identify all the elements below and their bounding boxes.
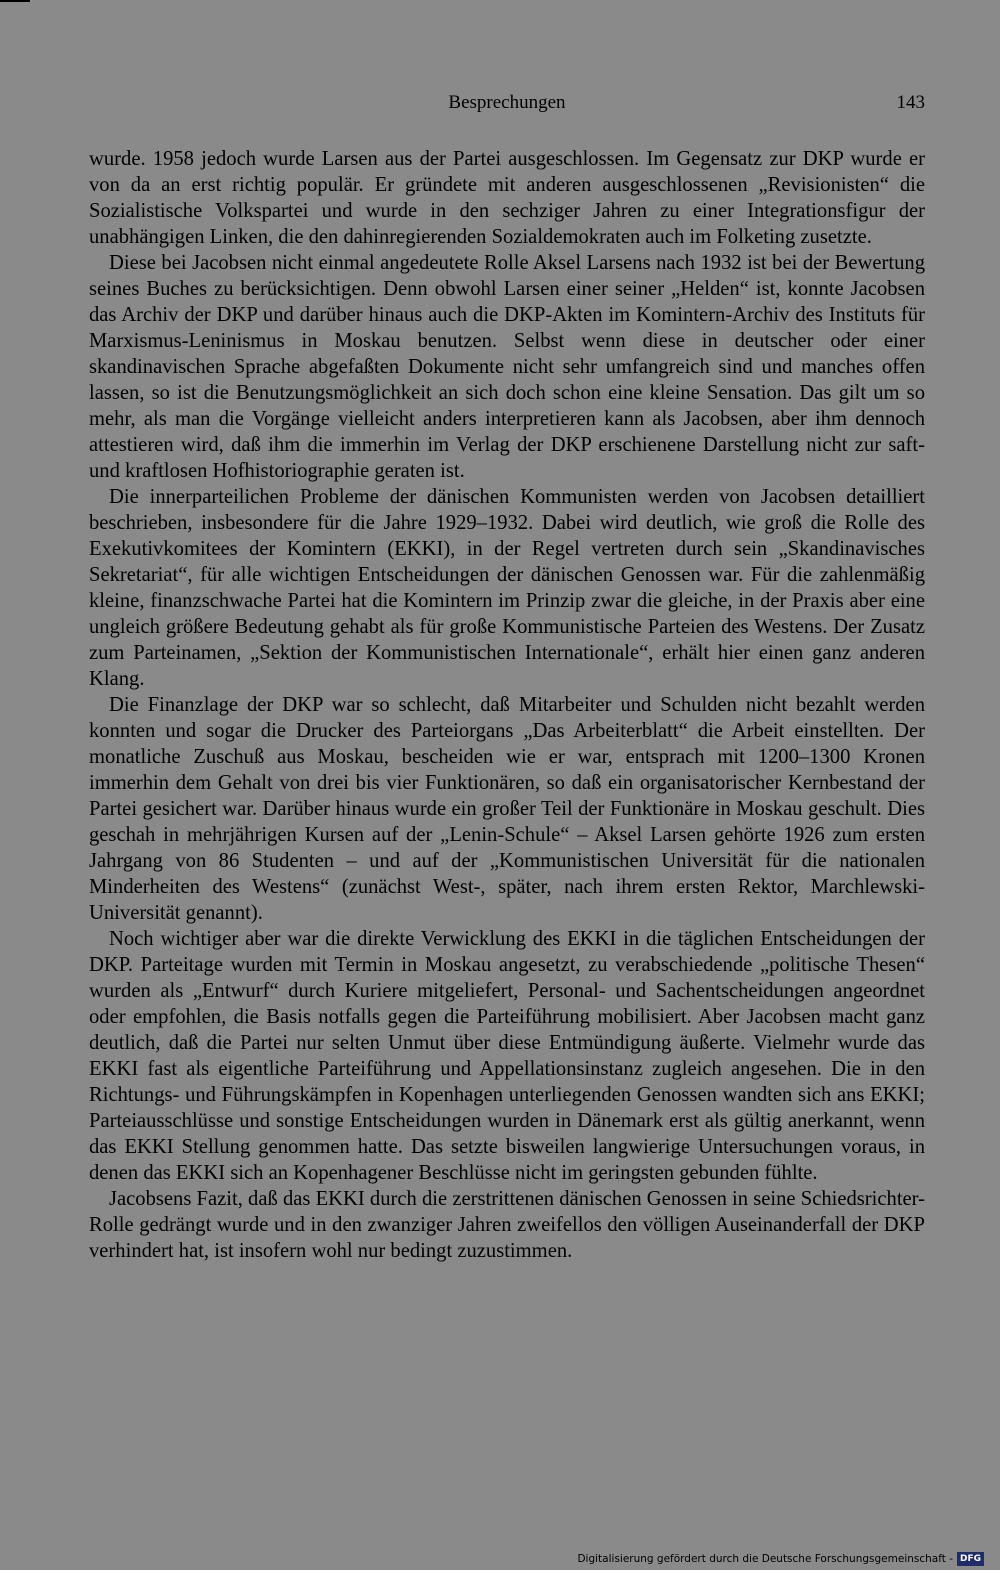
paragraph: Die innerparteilichen Probleme der dänischen Kommunisten werden von Jacobsen detailliert beschrieben, insbesondere für die Jahre 1929–1932. Dabei wird deutlich, wie groß die Rolle des Exekutivkomitees der Komintern (EKKI), in der Regel vertreten durch sein „Skandinavisches Sekretariat“, für alle wichtigen Entscheidungen der dänischen Genossen war. Für die zahlenmäßig kleine, finanzschwache Partei hat die Komintern im Prinzip zwar die gleiche, in der Praxis aber eine ungleich größere Bedeutung gehabt als für große Kommunistische Parteien des Westens. Der Zusatz zum Parteinamen, „Sektion der Kommunistischen Internationale“, erhält hier einen ganz anderen Klang. <box>89 486 925 690</box>
paragraph: Die Finanzlage der DKP war so schlecht, daß Mitarbeiter und Schulden nicht bezahlt werden konnten und sogar die Drucker des Parteiorgans „Das Arbeiterblatt“ die Arbeit einstellten. Der monatliche Zuschuß aus Moskau, bescheiden wie er war, entsprach mit 1200–1300 Kronen immerhin dem Gehalt von drei bis vier Funktionären, so daß ein organisatorischer Kernbestand der Partei gesichert war. Darüber hinaus wurde ein großer Teil der Funktionäre in Moskau geschult. Dies geschah in mehrjährigen Kursen auf der „Lenin-Schule“ – Aksel Larsen gehörte 1926 zum ersten Jahrgang von 86 Studenten – und auf der „Kommunistischen Universität für die nationalen Minderheiten des Westens“ (zunächst West-, später, nach ihrem ersten Rektor, Marchlewski-Universität genannt). <box>89 694 925 924</box>
credit-text: Digitalisierung gefördert durch die Deutsche Forschungsgemeinschaft - <box>577 1553 953 1565</box>
paragraph: wurde. 1958 jedoch wurde Larsen aus der Partei ausgeschlossen. Im Gegensatz zur DKP wurde er von da an erst richtig populär. Er gründete mit anderen ausgeschlossenen „Revisionisten“ die Sozialistische Volkspartei und wurde in den sechziger Jahren zu einer Integrationsfigur der unabhängigen Linken, die den dahinregierenden Sozialdemokraten auch im Folketing zusetzte. <box>89 148 925 248</box>
dfg-logo: DFG <box>957 1552 984 1566</box>
paragraph: Noch wichtiger aber war die direkte Verwicklung des EKKI in die täglichen Entscheidungen der DKP. Parteitage wurden mit Termin in Moskau angesetzt, zu verabschiedende „politische Thesen“ wurden als „Entwurf“ durch Kuriere mitgeliefert, Personal- und Sachentscheidungen angeordnet oder empfohlen, die Basis notfalls gegen die Parteiführung mobilisiert. Aber Jacobsen macht ganz deutlich, daß die Partei nur selten Unmut über diese Entmündigung äußerte. Vielmehr wurde das EKKI fast als eigentliche Parteiführung und Appellationsinstanz zugleich angesehen. Die in den Richtungs- und Führungskämpfen in Kopenhagen unterliegenden Genossen wandten sich ans EKKI; Parteiausschlüsse und sonstige Entscheidungen wurden in Dänemark erst als gültig anerkannt, wenn das EKKI Stellung genommen hatte. Das setzte bisweilen langwierige Untersuchungen voraus, in denen das EKKI sich an Kopenhagener Beschlüsse nicht im geringsten gebunden fühlte. <box>89 928 925 1184</box>
corner-mark <box>0 0 30 2</box>
paragraph: Diese bei Jacobsen nicht einmal angedeutete Rolle Aksel Larsens nach 1932 ist bei der Bewertung seines Buches zu berücksichtigen. Denn obwohl Larsen einer seiner „Helden“ ist, konnte Jacobsen das Archiv der DKP und darüber hinaus auch die DKP-Akten im Komintern-Archiv des Instituts für Marxismus-Leninismus in Moskau benutzen. Selbst wenn diese in deutscher oder einer skandinavischen Sprache abgefaßten Dokumente nicht sehr umfangreich sind und manches offen lassen, so ist die Benutzungsmöglichkeit an sich doch schon eine kleine Sensation. Das gilt um so mehr, als man die Vorgänge vielleicht anders interpretieren kann als Jacobsen, aber ihm dennoch attestieren wird, daß ihm die immerhin im Verlag der DKP erschienene Darstellung nicht zur saft- und kraftlosen Hofhistoriographie geraten ist. <box>89 252 925 482</box>
paragraph: Jacobsens Fazit, daß das EKKI durch die zerstrittenen dänischen Genossen in seine Schiedsrichter-Rolle gedrängt wurde und in den zwanziger Jahren zweifellos den völligen Auseinanderfall der DKP verhindert hat, ist insofern wohl nur bedingt zuzustimmen. <box>89 1188 925 1262</box>
article-body <box>89 146 925 1264</box>
page-header <box>89 90 925 120</box>
running-title: Besprechungen <box>448 92 566 113</box>
page-number: 143 <box>896 92 925 113</box>
digitization-credit <box>577 1552 984 1566</box>
